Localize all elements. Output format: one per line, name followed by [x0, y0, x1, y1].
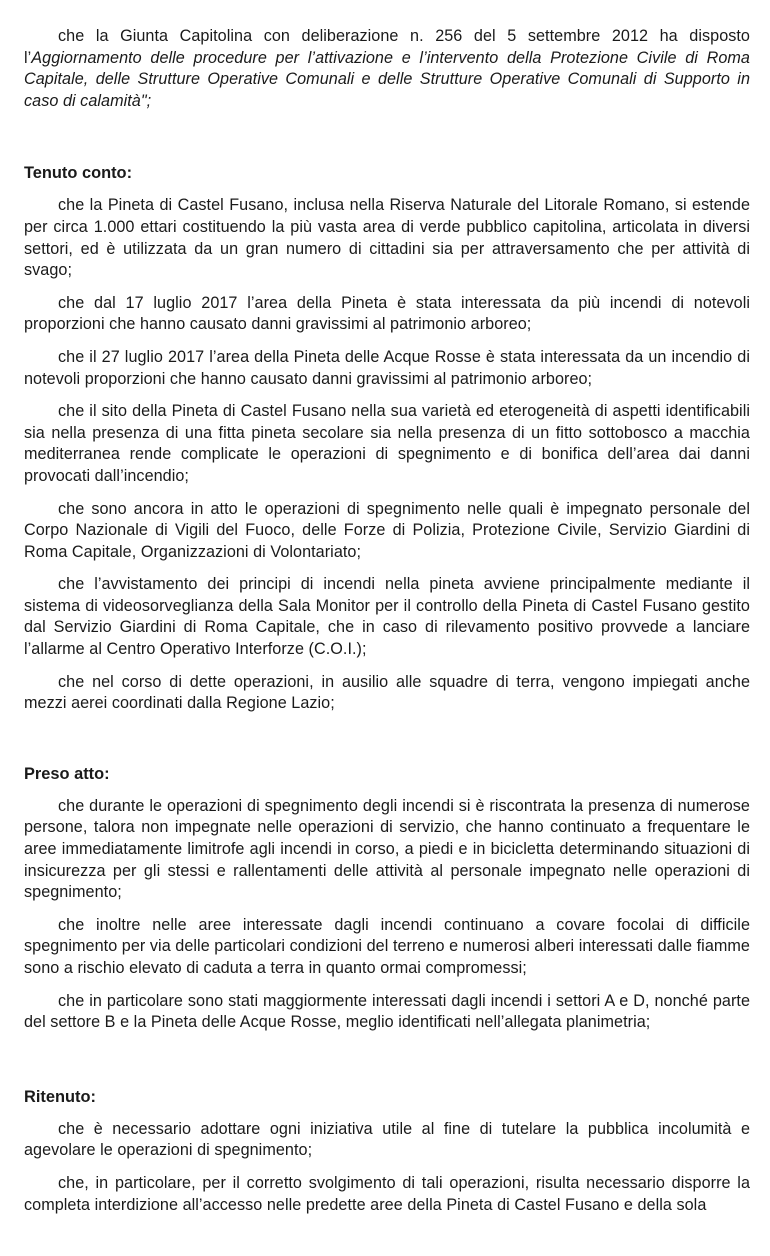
paragraph: che in particolare sono stati maggiormente interessati dagli incendi i settori A e D, nonché parte del settore B e la Pineta delle Acque Rosse, meglio identificati nell’allegata planimetria;	[24, 991, 750, 1032]
section-ritenuto	[24, 1086, 750, 1216]
section-heading-ritenuto: Ritenuto:	[24, 1087, 96, 1106]
section-heading-preso-atto: Preso atto:	[24, 764, 110, 783]
section-heading-tenuto-conto: Tenuto conto:	[24, 164, 133, 183]
paragraph: che la Pineta di Castel Fusano, inclusa nella Riserva Naturale del Litorale Romano, si estende per circa 1.000 ettari costituendo la più vasta area di verde pubblico capitolina, articolata in diversi settori, ed è utilizzata da un gran numero di cittadini sia per attraversamento che per attività di svago;	[24, 196, 750, 280]
paragraph: che il sito della Pineta di Castel Fusano nella sua varietà ed eterogeneità di aspetti identificabili sia nella presenza di una fitta pineta secolare sia nella presenza di un fitto sottobosco a macchia mediterranea rende complicate le operazioni di spegnimento e di bonifica dell’area dai danni provocati dall’incendio;	[24, 402, 750, 485]
paragraph: che dal 17 luglio 2017 l’area della Pineta è stata interessata da più incendi di notevoli proporzioni che hanno causato danni gravissimi al patrimonio arboreo;	[24, 293, 750, 334]
paragraph: che l’avvistamento dei principi di incendi nella pineta avviene principalmente mediante il sistema di videosorveglianza della Sala Monitor per il controllo della Pineta di Castel Fusano gestito dal Servizio Giardini di Roma Capitale, che in caso di rilevamento positivo provvede a lanciare l’allarme al Centro Operativo Interforze (C.O.I.);	[24, 575, 750, 659]
section-preso-atto	[24, 763, 750, 1034]
paragraph: che sono ancora in atto le operazioni di spegnimento nelle quali è impegnato personale del Corpo Nazionale di Vigili del Fuoco, delle Forze di Polizia, Protezione Civile, Servizio Giardini di Roma Capitale, Organizzazioni di Volontariato;	[24, 499, 750, 561]
intro-italic-title: Aggiornamento delle procedure per l’attivazione e l’intervento della Protezione Civile di Roma Capitale, delle Strutture Operative Comunali e delle Strutture Operative Comunali di Supporto in caso di calamità";	[24, 48, 750, 110]
paragraph: che, in particolare, per il corretto svolgimento di tali operazioni, risulta necessario disporre la completa interdizione all’accesso nelle predette aree della Pineta di Castel Fusano e della sola	[24, 1173, 750, 1214]
paragraph: che è necessario adottare ogni iniziativa utile al fine di tutelare la pubblica incolumità e agevolare le operazioni di spegnimento;	[24, 1119, 750, 1160]
paragraph: che durante le operazioni di spegnimento degli incendi si è riscontrata la presenza di numerose persone, talora non impegnate nelle operazioni di servizio, che hanno continuato a frequentare le aree immediatamente limitrofe agli incendi in corso, a piedi e in bicicletta determinando situazioni di insicurezza per gli stessi e rallentamenti delle attività al personale impegnato nelle operazioni di spegnimento;	[24, 796, 750, 902]
paragraph: che inoltre nelle aree interessate dagli incendi continuano a covare focolai di difficile spegnimento per via delle particolari condizioni del terreno e numerosi alberi interessati dalle fiamme sono a rischio elevato di caduta a terra in quanto ormai compromessi;	[24, 915, 750, 977]
paragraph: che nel corso di dette operazioni, in ausilio alle squadre di terra, vengono impiegati anche mezzi aerei coordinati dalla Regione Lazio;	[24, 672, 750, 713]
paragraph: che il 27 luglio 2017 l’area della Pineta delle Acque Rosse è stata interessata da un incendio di notevoli proporzioni che hanno causato danni gravissimi al patrimonio arboreo;	[24, 347, 750, 388]
section-tenuto-conto	[24, 162, 750, 714]
intro-text: che la Giunta Capitolina con deliberazione n. 256 del 5 settembre 2012 ha disposto l’	[24, 27, 750, 67]
intro-paragraph	[24, 26, 750, 112]
